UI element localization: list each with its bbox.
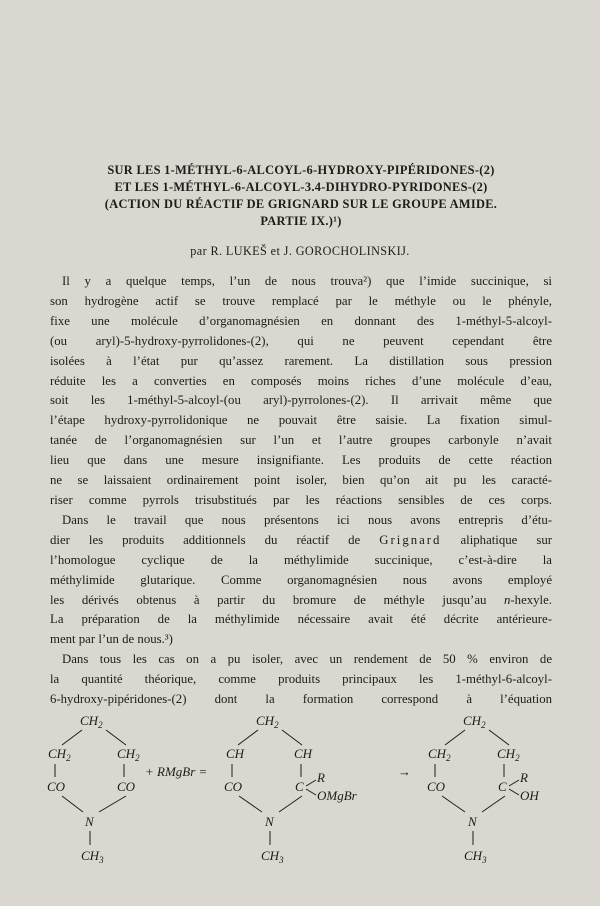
atom-label: N — [265, 814, 274, 829]
bond — [509, 780, 519, 786]
reaction-arrow: → — [398, 764, 411, 779]
text-line: 6-hydroxy-pipéridones-(2) dont la formation correspond à l’équation — [50, 692, 552, 707]
title-line-1: SUR LES 1-MÉTHYL-6-ALCOYL-6-HYDROXY-PIPÉRIDONES-(2) — [107, 163, 495, 177]
text-line: fixe une molécule d’organomagnésien en donnant des 1-méthyl-5-alcoyl- — [50, 313, 552, 328]
text-line: soit les 1-méthyl-5-alcoyl-(ou aryl)-pyrrolones-(2). Il arrivait même que — [50, 393, 552, 408]
text-line: ment par l’un de nous.³) — [50, 632, 173, 647]
bond — [282, 730, 302, 745]
atom-label: $CH_2$ — [497, 746, 520, 763]
text-line: (ou aryl)-5-hydroxy-pyrrolidones-(2), qui ne peuvent cependant être — [50, 333, 552, 348]
text-line: l’étape hydroxy-pyrrolidonique ne pouvait être saisie. La fixation simul- — [50, 413, 552, 428]
bond — [442, 796, 465, 812]
text-line: riser comme pyrrols trisubstitués par les réactions sensibles de ces corps. — [50, 492, 552, 507]
bond — [306, 789, 316, 795]
atom-label: $CH_3$ — [261, 848, 284, 865]
atom-label: CH — [294, 746, 313, 761]
atom-label: $CH_3$ — [81, 848, 104, 865]
atom-label: $CH_2$ — [48, 746, 71, 763]
text-line: la quantité théorique, comme produits principaux les 1-méthyl-6-alcoyl- — [50, 672, 552, 687]
atom-label: CH — [226, 746, 245, 761]
atom-label: R — [520, 770, 528, 785]
text-line: ne se laissaient ordinairement point isoler, bien qu’on ait pu les caracté- — [50, 473, 552, 488]
bond — [509, 789, 519, 795]
title-line-3: (ACTION DU RÉACTIF DE GRIGNARD SUR LE GROUPE AMIDE. — [104, 197, 498, 211]
bond — [62, 796, 83, 812]
atom-label: CO — [224, 779, 243, 794]
text-segment: aliphatique sur — [441, 532, 552, 547]
text-line: Il y a quelque temps, l’un de nous trouva²) que l’imide succinique, si — [62, 274, 552, 288]
bond — [279, 796, 302, 812]
atom-label: $CH_2$ — [428, 746, 451, 763]
atom-label: $CH_2$ — [463, 713, 486, 730]
text-line: l’homologue cyclique de la méthylimide succinique, c’est-à-dire la — [50, 552, 552, 567]
atom-label: CO — [427, 779, 446, 794]
text-segment: les dérivés obtenus à partir du bromure de méthyle jusqu’au — [50, 592, 505, 607]
atom-label: $CH_3$ — [464, 848, 487, 865]
bond — [489, 730, 509, 745]
atom-label: C — [295, 779, 304, 794]
text-line: Dans tous les cas on a pu isoler, avec un rendement de 50 % environ de — [62, 652, 552, 667]
reagent-plus: + RMgBr = — [145, 764, 208, 779]
text-line: isolées à l’état pur qu’assez rarement. La distillation sous pression — [50, 353, 552, 368]
text-line: réduite les a converties en composés moins riches d’une molécule d’eau, — [50, 373, 552, 388]
atom-label: R — [317, 770, 325, 785]
bond — [238, 730, 258, 745]
bond — [306, 780, 316, 786]
bond — [106, 730, 126, 745]
bond — [62, 730, 82, 745]
title-line-2: ET LES 1-MÉTHYL-6-ALCOYL-3.4-DIHYDRO-PYRIDONES-(2) — [114, 180, 488, 194]
italic-n: n — [504, 592, 511, 607]
molecule-adduct — [224, 713, 358, 865]
atom-label: $CH_2$ — [117, 746, 140, 763]
atom-label: CO — [117, 779, 136, 794]
title-line-4: PARTIE IX.)¹) — [260, 214, 342, 228]
bond — [482, 796, 505, 812]
bond — [239, 796, 262, 812]
text-segment: dier les produits additionnels du réactif de — [50, 532, 380, 547]
text-line: méthylimide glutarique. Comme organomagnésien nous avons employé — [50, 572, 552, 587]
atom-label: OMgBr — [317, 788, 357, 803]
molecule-methylglutarimide — [47, 713, 140, 865]
atom-label: CO — [47, 779, 66, 794]
atom-label: C — [498, 779, 507, 794]
text-line: son hydrogène actif se trouve remplacé par le méthyle ou le phényle, — [50, 293, 552, 308]
atom-label: OH — [520, 788, 539, 803]
atom-label: $CH_2$ — [80, 713, 103, 730]
text-line: lieu que dans une mesure insignifiante. Les produits de cette réaction — [50, 453, 552, 468]
text-segment: -hexyle. — [510, 592, 552, 607]
text-line: La préparation de la méthylimide nécessaire avait été décrite antérieure- — [50, 612, 552, 627]
authors-line: par R. LUKEŠ et J. GOROCHOLINSKIJ. — [190, 244, 410, 258]
atom-label: N — [85, 814, 94, 829]
text-line: tanée de l’organomagnésien sur l’un et l’autre groupes carbonyle n’avait — [50, 433, 552, 448]
bond — [445, 730, 465, 745]
grignard-name: Grignard — [379, 532, 442, 547]
molecule-product — [427, 713, 539, 865]
atom-label: $CH_2$ — [256, 713, 279, 730]
bond — [99, 796, 126, 812]
text-line: Dans le travail que nous présentons ici nous avons entrepris d’étu- — [62, 512, 552, 527]
atom-label: N — [468, 814, 477, 829]
